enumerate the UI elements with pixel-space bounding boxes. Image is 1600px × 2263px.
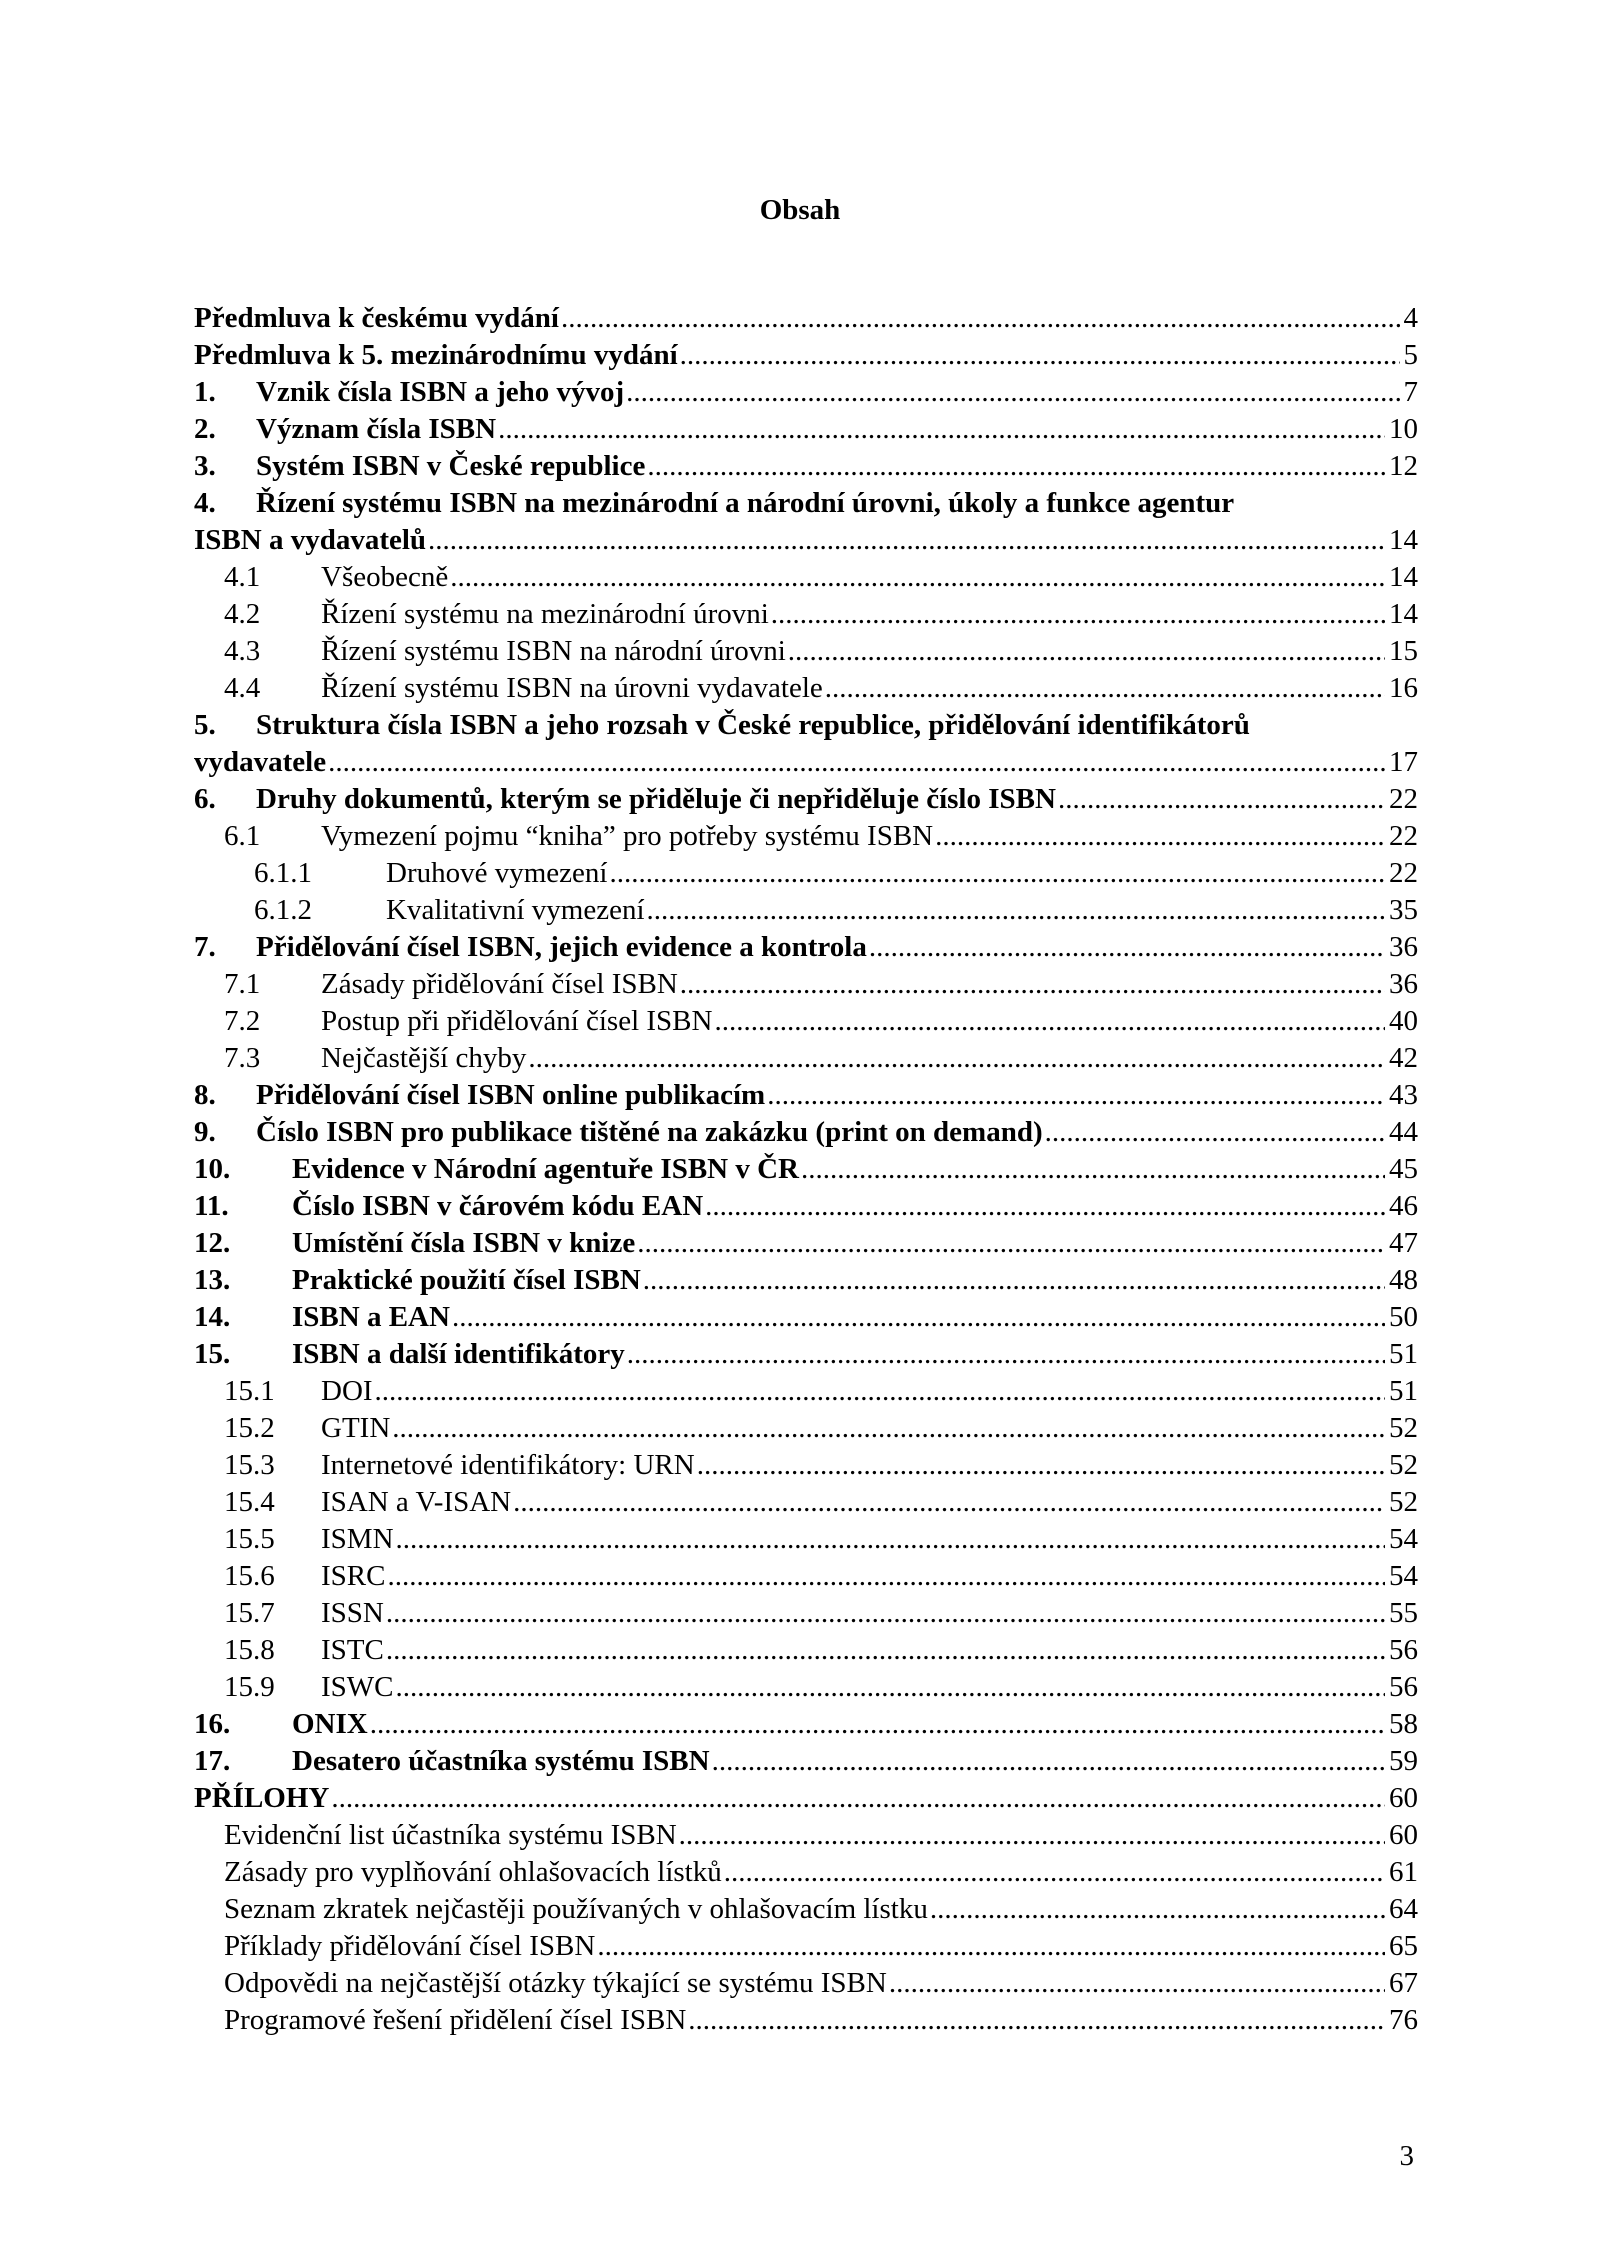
toc-leader-dots (428, 522, 1385, 559)
toc-entry-title: Řízení systému ISBN na úrovni vydavatele (321, 672, 823, 704)
toc-entry[interactable] (194, 966, 1418, 1003)
toc-entry-title: Předmluva k 5. mezinárodnímu vydání (194, 339, 678, 371)
toc-leader-dots (609, 855, 1385, 892)
toc-entry[interactable] (194, 892, 1418, 929)
toc-leader-dots (637, 1225, 1385, 1262)
toc-entry-number: 15.6 (224, 1560, 275, 1592)
toc-entry[interactable] (194, 1780, 1418, 1817)
toc-entry-second-line (194, 522, 1418, 559)
toc-entry[interactable] (194, 1373, 1418, 1410)
toc-entry-page: 60 (1389, 1782, 1418, 1814)
toc-leader-dots (498, 411, 1385, 448)
toc-entry-title: ISBN a další identifikátory (292, 1338, 625, 1370)
toc-entry-page: 4 (1403, 302, 1418, 334)
toc-leader-dots (328, 744, 1385, 781)
toc-entry[interactable] (194, 1632, 1418, 1669)
toc-leader-dots (331, 1780, 1385, 1817)
toc-entry-number: 11. (194, 1190, 229, 1222)
toc-entry[interactable] (194, 1928, 1418, 1965)
toc-entry-number: 6.1 (224, 820, 261, 852)
toc-entry-page: 14 (1389, 598, 1418, 630)
toc-entry-number: 7. (194, 931, 216, 963)
toc-entry[interactable] (194, 1521, 1418, 1558)
toc-leader-dots (935, 818, 1385, 855)
toc-entry-title: Seznam zkratek nejčastěji používaných v ohlašovacím lístku (224, 1893, 928, 1925)
toc-entry-second-line (194, 744, 1418, 781)
toc-entry-title: Programové řešení přidělení čísel ISBN (224, 2004, 687, 2036)
toc-entry-number: 12. (194, 1227, 231, 1259)
toc-entry-title: Praktické použití čísel ISBN (292, 1264, 641, 1296)
toc-entry[interactable] (194, 1447, 1418, 1484)
toc-entry-title: Přidělování čísel ISBN, jejich evidence a kontrola (256, 931, 867, 963)
toc-entry-title: Internetové identifikátory: URN (321, 1449, 695, 1481)
toc-entry[interactable] (194, 1965, 1418, 2002)
toc-entry[interactable] (194, 411, 1418, 448)
toc-leader-dots (597, 1928, 1385, 1965)
toc-leader-dots (386, 1595, 1385, 1632)
toc-entry[interactable] (194, 1743, 1418, 1780)
toc-leader-dots (450, 559, 1385, 596)
toc-leader-dots (386, 1632, 1385, 1669)
toc-leader-dots (647, 892, 1385, 929)
toc-entry-number: 6. (194, 783, 216, 815)
toc-entry-title: Nejčastější chyby (321, 1042, 527, 1074)
toc-entry-page: 15 (1389, 635, 1418, 667)
toc-entry-multiline[interactable] (194, 707, 1418, 781)
toc-entry[interactable] (194, 1336, 1418, 1373)
toc-leader-dots (1058, 781, 1385, 818)
toc-entry-title: DOI (321, 1375, 373, 1407)
toc-leader-dots (679, 1817, 1385, 1854)
toc-entry-page: 48 (1389, 1264, 1418, 1296)
toc-entry-page: 58 (1389, 1708, 1418, 1740)
toc-entry-number: 10. (194, 1153, 231, 1185)
toc-entry-title: PŘÍLOHY (194, 1782, 330, 1814)
toc-entry-title: ISAN a V-ISAN (321, 1486, 512, 1518)
toc-entry-title: Evidenční list účastníka systému ISBN (224, 1819, 677, 1851)
toc-entry[interactable] (194, 559, 1418, 596)
toc-entry-number: 13. (194, 1264, 231, 1296)
toc-leader-dots (688, 2002, 1385, 2039)
toc-entry-page: 52 (1389, 1486, 1418, 1518)
toc-leader-dots (771, 596, 1385, 633)
toc-leader-dots (869, 929, 1385, 966)
toc-entry[interactable] (194, 1706, 1418, 1743)
toc-entry-title: Všeobecně (321, 561, 449, 593)
toc-entry[interactable] (194, 448, 1418, 485)
toc-leader-dots (513, 1484, 1385, 1521)
toc-entry-page: 52 (1389, 1412, 1418, 1444)
toc-leader-dots (626, 374, 1399, 411)
toc-entry-title: Příklady přidělování čísel ISBN (224, 1930, 596, 1962)
toc-entry[interactable] (194, 1484, 1418, 1521)
toc-entry-page: 42 (1389, 1042, 1418, 1074)
toc-entry-title: ISTC (321, 1634, 384, 1666)
toc-entry-first-line (194, 485, 1418, 522)
toc-entry-page: 52 (1389, 1449, 1418, 1481)
toc-entry-title: Zásady přidělování čísel ISBN (321, 968, 678, 1000)
toc-entry-number: 1. (194, 376, 216, 408)
toc-entry-page: 51 (1389, 1375, 1418, 1407)
toc-leader-dots (1045, 1114, 1385, 1151)
toc-entry-page: 44 (1389, 1116, 1418, 1148)
toc-entry[interactable] (194, 855, 1418, 892)
toc-entry-title-line1: Řízení systému ISBN na mezinárodní a národní úrovni, úkoly a funkce agentur (256, 487, 1235, 519)
toc-entry-title-line1: Struktura čísla ISBN a jeho rozsah v České republice, přidělování identifikátorů (256, 709, 1250, 741)
toc-entry[interactable] (194, 670, 1418, 707)
toc-leader-dots (375, 1373, 1385, 1410)
toc-entry-number: 15.9 (224, 1671, 275, 1703)
toc-entry-title: Přidělování čísel ISBN online publikacím (256, 1079, 766, 1111)
toc-entry-page: 56 (1389, 1634, 1418, 1666)
toc-entry[interactable] (194, 929, 1418, 966)
toc-leader-dots (889, 1965, 1385, 2002)
toc-entry[interactable] (194, 1151, 1418, 1188)
toc-entry-number: 15.7 (224, 1597, 275, 1629)
table-of-contents (194, 300, 1418, 2039)
toc-entry-title: Řízení systému ISBN na národní úrovni (321, 635, 786, 667)
toc-entry-page: 55 (1389, 1597, 1418, 1629)
toc-entry-page: 14 (1389, 561, 1418, 593)
toc-entry-number: 9. (194, 1116, 216, 1148)
toc-entry[interactable] (194, 300, 1418, 337)
toc-leader-dots (767, 1077, 1385, 1114)
toc-entry[interactable] (194, 1188, 1418, 1225)
toc-entry-page: 36 (1389, 968, 1418, 1000)
toc-entry-title: ISWC (321, 1671, 394, 1703)
toc-entry-title: ISRC (321, 1560, 386, 1592)
toc-entry[interactable] (194, 2002, 1418, 2039)
toc-entry-title: ISBN a EAN (292, 1301, 450, 1333)
toc-entry[interactable] (194, 1114, 1418, 1151)
toc-entry-number: 4.4 (224, 672, 261, 704)
toc-leader-dots (680, 966, 1385, 1003)
toc-entry[interactable] (194, 1225, 1418, 1262)
toc-leader-dots (561, 300, 1400, 337)
toc-entry[interactable] (194, 781, 1418, 818)
toc-entry-number: 4.3 (224, 635, 261, 667)
toc-entry-page: 65 (1389, 1930, 1418, 1962)
toc-entry-number: 16. (194, 1708, 231, 1740)
toc-entry-first-line (194, 707, 1418, 744)
toc-entry[interactable] (194, 1854, 1418, 1891)
toc-entry-page: 50 (1389, 1301, 1418, 1333)
toc-entry-page: 7 (1403, 376, 1418, 408)
toc-entry-title: Umístění čísla ISBN v knize (292, 1227, 636, 1259)
toc-leader-dots (724, 1854, 1385, 1891)
toc-leader-dots (396, 1521, 1385, 1558)
toc-entry-title: Odpovědi na nejčastější otázky týkající se systému ISBN (224, 1967, 887, 1999)
toc-entry-number: 15.3 (224, 1449, 275, 1481)
toc-leader-dots (396, 1669, 1386, 1706)
toc-entry-page: 61 (1389, 1856, 1418, 1888)
toc-entry-page: 22 (1389, 857, 1418, 889)
toc-entry-number: 5. (194, 709, 216, 741)
toc-entry-title: Druhy dokumentů, kterým se přiděluje či nepřiděluje číslo ISBN (256, 783, 1056, 815)
toc-entry-page: 17 (1389, 746, 1418, 778)
toc-entry-page: 47 (1389, 1227, 1418, 1259)
toc-entry-page: 76 (1389, 2004, 1418, 2036)
toc-leader-dots (680, 337, 1400, 374)
toc-entry-page: 22 (1389, 783, 1418, 815)
toc-entry-title: Kvalitativní vymezení (386, 894, 645, 926)
toc-leader-dots (930, 1891, 1385, 1928)
toc-entry[interactable] (194, 1040, 1418, 1077)
toc-entry-number: 15.4 (224, 1486, 275, 1518)
toc-leader-dots (714, 1003, 1385, 1040)
toc-entry-number: 3. (194, 450, 216, 482)
toc-entry-page: 10 (1389, 413, 1418, 445)
toc-entry[interactable] (194, 1299, 1418, 1336)
toc-entry-page: 14 (1389, 524, 1418, 556)
toc-entry-title: ISBN a vydavatelů (194, 524, 427, 556)
toc-entry-number: 4.2 (224, 598, 261, 630)
page-title: Obsah (759, 194, 841, 226)
toc-entry-title: Systém ISBN v České republice (256, 450, 646, 482)
toc-entry-number: 2. (194, 413, 216, 445)
toc-leader-dots (627, 1336, 1385, 1373)
toc-entry[interactable] (194, 596, 1418, 633)
toc-entry[interactable] (194, 1595, 1418, 1632)
toc-leader-dots (528, 1040, 1385, 1077)
toc-entry-page: 51 (1389, 1338, 1418, 1370)
toc-leader-dots (705, 1188, 1385, 1225)
toc-entry[interactable] (194, 374, 1418, 411)
toc-entry-page: 36 (1389, 931, 1418, 963)
toc-entry-title: ISSN (321, 1597, 384, 1629)
toc-leader-dots (801, 1151, 1385, 1188)
toc-entry-title: Zásady pro vyplňování ohlašovacích lístků (224, 1856, 722, 1888)
toc-entry-page: 60 (1389, 1819, 1418, 1851)
toc-entry[interactable] (194, 1669, 1418, 1706)
toc-entry-title: GTIN (321, 1412, 391, 1444)
toc-entry-number: 7.1 (224, 968, 261, 1000)
toc-entry-page: 56 (1389, 1671, 1418, 1703)
toc-leader-dots (370, 1706, 1385, 1743)
toc-entry-page: 22 (1389, 820, 1418, 852)
toc-entry-title: Desatero účastníka systému ISBN (292, 1745, 710, 1777)
toc-entry[interactable] (194, 1410, 1418, 1447)
toc-entry-page: 54 (1389, 1560, 1418, 1592)
toc-entry-title: Význam čísla ISBN (256, 413, 497, 445)
toc-entry-title: vydavatele (194, 746, 327, 778)
toc-entry-title: Postup při přidělování čísel ISBN (321, 1005, 713, 1037)
toc-entry-page: 64 (1389, 1893, 1418, 1925)
toc-entry-page: 54 (1389, 1523, 1418, 1555)
toc-entry-number: 4.1 (224, 561, 261, 593)
toc-entry[interactable] (194, 1262, 1418, 1299)
toc-entry-page: 59 (1389, 1745, 1418, 1777)
toc-entry[interactable] (194, 633, 1418, 670)
toc-entry-number: 15.2 (224, 1412, 275, 1444)
toc-leader-dots (712, 1743, 1385, 1780)
toc-entry-number: 15. (194, 1338, 231, 1370)
toc-leader-dots (647, 448, 1385, 485)
toc-entry-number: 15.5 (224, 1523, 275, 1555)
toc-entry-page: 43 (1389, 1079, 1418, 1111)
toc-entry-page: 5 (1403, 339, 1418, 371)
toc-entry-number: 7.2 (224, 1005, 261, 1037)
toc-entry-page: 40 (1389, 1005, 1418, 1037)
toc-entry-page: 12 (1389, 450, 1418, 482)
toc-entry[interactable] (194, 818, 1418, 855)
toc-entry-title: Vymezení pojmu “kniha” pro potřeby systému ISBN (321, 820, 934, 852)
toc-leader-dots (643, 1262, 1385, 1299)
toc-entry-title: ISMN (321, 1523, 394, 1555)
toc-entry-page: 67 (1389, 1967, 1418, 1999)
toc-entry[interactable] (194, 1077, 1418, 1114)
toc-entry-number: 8. (194, 1079, 216, 1111)
toc-leader-dots (825, 670, 1385, 707)
toc-entry-number: 15.8 (224, 1634, 275, 1666)
toc-entry-number: 14. (194, 1301, 231, 1333)
toc-entry-number: 7.3 (224, 1042, 261, 1074)
toc-leader-dots (392, 1410, 1385, 1447)
toc-entry-number: 6.1.2 (254, 894, 312, 926)
toc-entry-number: 4. (194, 487, 216, 519)
toc-entry-title: Evidence v Národní agentuře ISBN v ČR (292, 1153, 799, 1185)
toc-entry-title: Druhové vymezení (386, 857, 608, 889)
toc-entry[interactable] (194, 337, 1418, 374)
page-number: 3 (1399, 2140, 1414, 2172)
toc-entry[interactable] (194, 1817, 1418, 1854)
toc-entry-page: 16 (1389, 672, 1418, 704)
toc-entry-number: 15.1 (224, 1375, 275, 1407)
toc-entry-number: 6.1.1 (254, 857, 312, 889)
toc-leader-dots (697, 1447, 1385, 1484)
toc-entry-title: Předmluva k českému vydání (194, 302, 559, 334)
toc-entry[interactable] (194, 1558, 1418, 1595)
toc-entry-page: 46 (1389, 1190, 1418, 1222)
toc-leader-dots (788, 633, 1385, 670)
toc-entry-title: Číslo ISBN pro publikace tištěné na zakázku (print on demand) (256, 1116, 1043, 1148)
toc-leader-dots (387, 1558, 1385, 1595)
toc-entry-page: 35 (1389, 894, 1418, 926)
toc-entry-title: Vznik čísla ISBN a jeho vývoj (256, 376, 625, 408)
toc-entry-page: 45 (1389, 1153, 1418, 1185)
toc-entry-number: 17. (194, 1745, 231, 1777)
toc-entry-title: Číslo ISBN v čárovém kódu EAN (292, 1190, 704, 1222)
toc-entry-multiline[interactable] (194, 485, 1418, 559)
toc-entry-title: Řízení systému na mezinárodní úrovni (321, 598, 769, 630)
toc-entry[interactable] (194, 1003, 1418, 1040)
toc-entry[interactable] (194, 1891, 1418, 1928)
toc-entry-title: ONIX (292, 1708, 368, 1740)
toc-leader-dots (452, 1299, 1385, 1336)
